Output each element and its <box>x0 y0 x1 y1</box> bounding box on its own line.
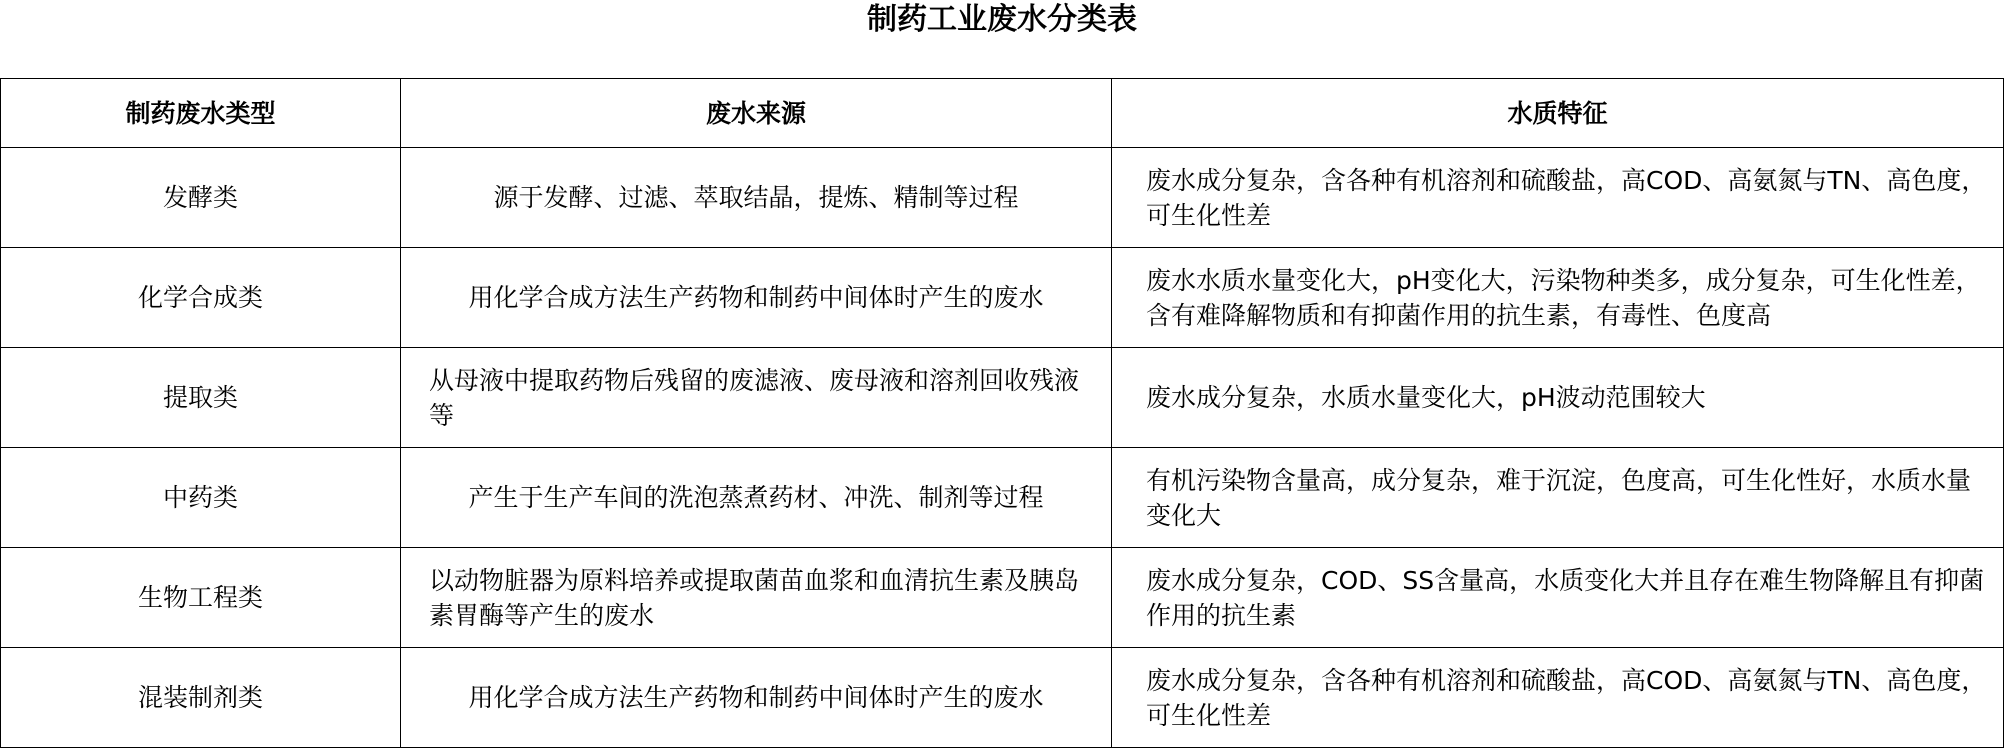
column-header-quality: 水质特征 <box>1112 79 2004 148</box>
column-header-type: 制药废水类型 <box>1 79 401 148</box>
cell-type: 提取类 <box>1 348 401 448</box>
cell-type: 化学合成类 <box>1 248 401 348</box>
cell-quality: 废水成分复杂，COD、SS含量高，水质变化大并且存在难生物降解且有抑菌作用的抗生素 <box>1112 548 2004 648</box>
page-title: 制药工业废水分类表 <box>867 2 1137 37</box>
cell-source: 产生于生产车间的洗泡蒸煮药材、冲洗、制剂等过程 <box>401 448 1112 548</box>
cell-source: 从母液中提取药物后残留的废滤液、废母液和溶剂回收残液等 <box>401 348 1112 448</box>
cell-source: 源于发酵、过滤、萃取结晶，提炼、精制等过程 <box>401 148 1112 248</box>
cell-quality: 废水水质水量变化大，pH变化大，污染物种类多，成分复杂，可生化性差，含有难降解物质和有抑菌作用的抗生素，有毒性、色度高 <box>1112 248 2004 348</box>
table-row <box>1 348 2004 448</box>
table-row <box>1 248 2004 348</box>
cell-type: 发酵类 <box>1 148 401 248</box>
cell-quality: 废水成分复杂，含各种有机溶剂和硫酸盐，高COD、高氨氮与TN、高色度，可生化性差 <box>1112 648 2004 748</box>
cell-source: 用化学合成方法生产药物和制药中间体时产生的废水 <box>401 248 1112 348</box>
table-row <box>1 648 2004 748</box>
table-row <box>1 548 2004 648</box>
cell-source: 用化学合成方法生产药物和制药中间体时产生的废水 <box>401 648 1112 748</box>
table-row <box>1 148 2004 248</box>
cell-quality: 废水成分复杂，水质水量变化大，pH波动范围较大 <box>1112 348 2004 448</box>
cell-quality: 有机污染物含量高，成分复杂，难于沉淀，色度高，可生化性好，水质水量变化大 <box>1112 448 2004 548</box>
cell-source: 以动物脏器为原料培养或提取菌苗血浆和血清抗生素及胰岛素胃酶等产生的废水 <box>401 548 1112 648</box>
table-header-row <box>1 79 2004 148</box>
column-header-source: 废水来源 <box>401 79 1112 148</box>
cell-type: 生物工程类 <box>1 548 401 648</box>
wastewater-classification-table <box>0 78 2004 748</box>
cell-quality: 废水成分复杂，含各种有机溶剂和硫酸盐，高COD、高氨氮与TN、高色度，可生化性差 <box>1112 148 2004 248</box>
table-row <box>1 448 2004 548</box>
cell-type: 混装制剂类 <box>1 648 401 748</box>
cell-type: 中药类 <box>1 448 401 548</box>
